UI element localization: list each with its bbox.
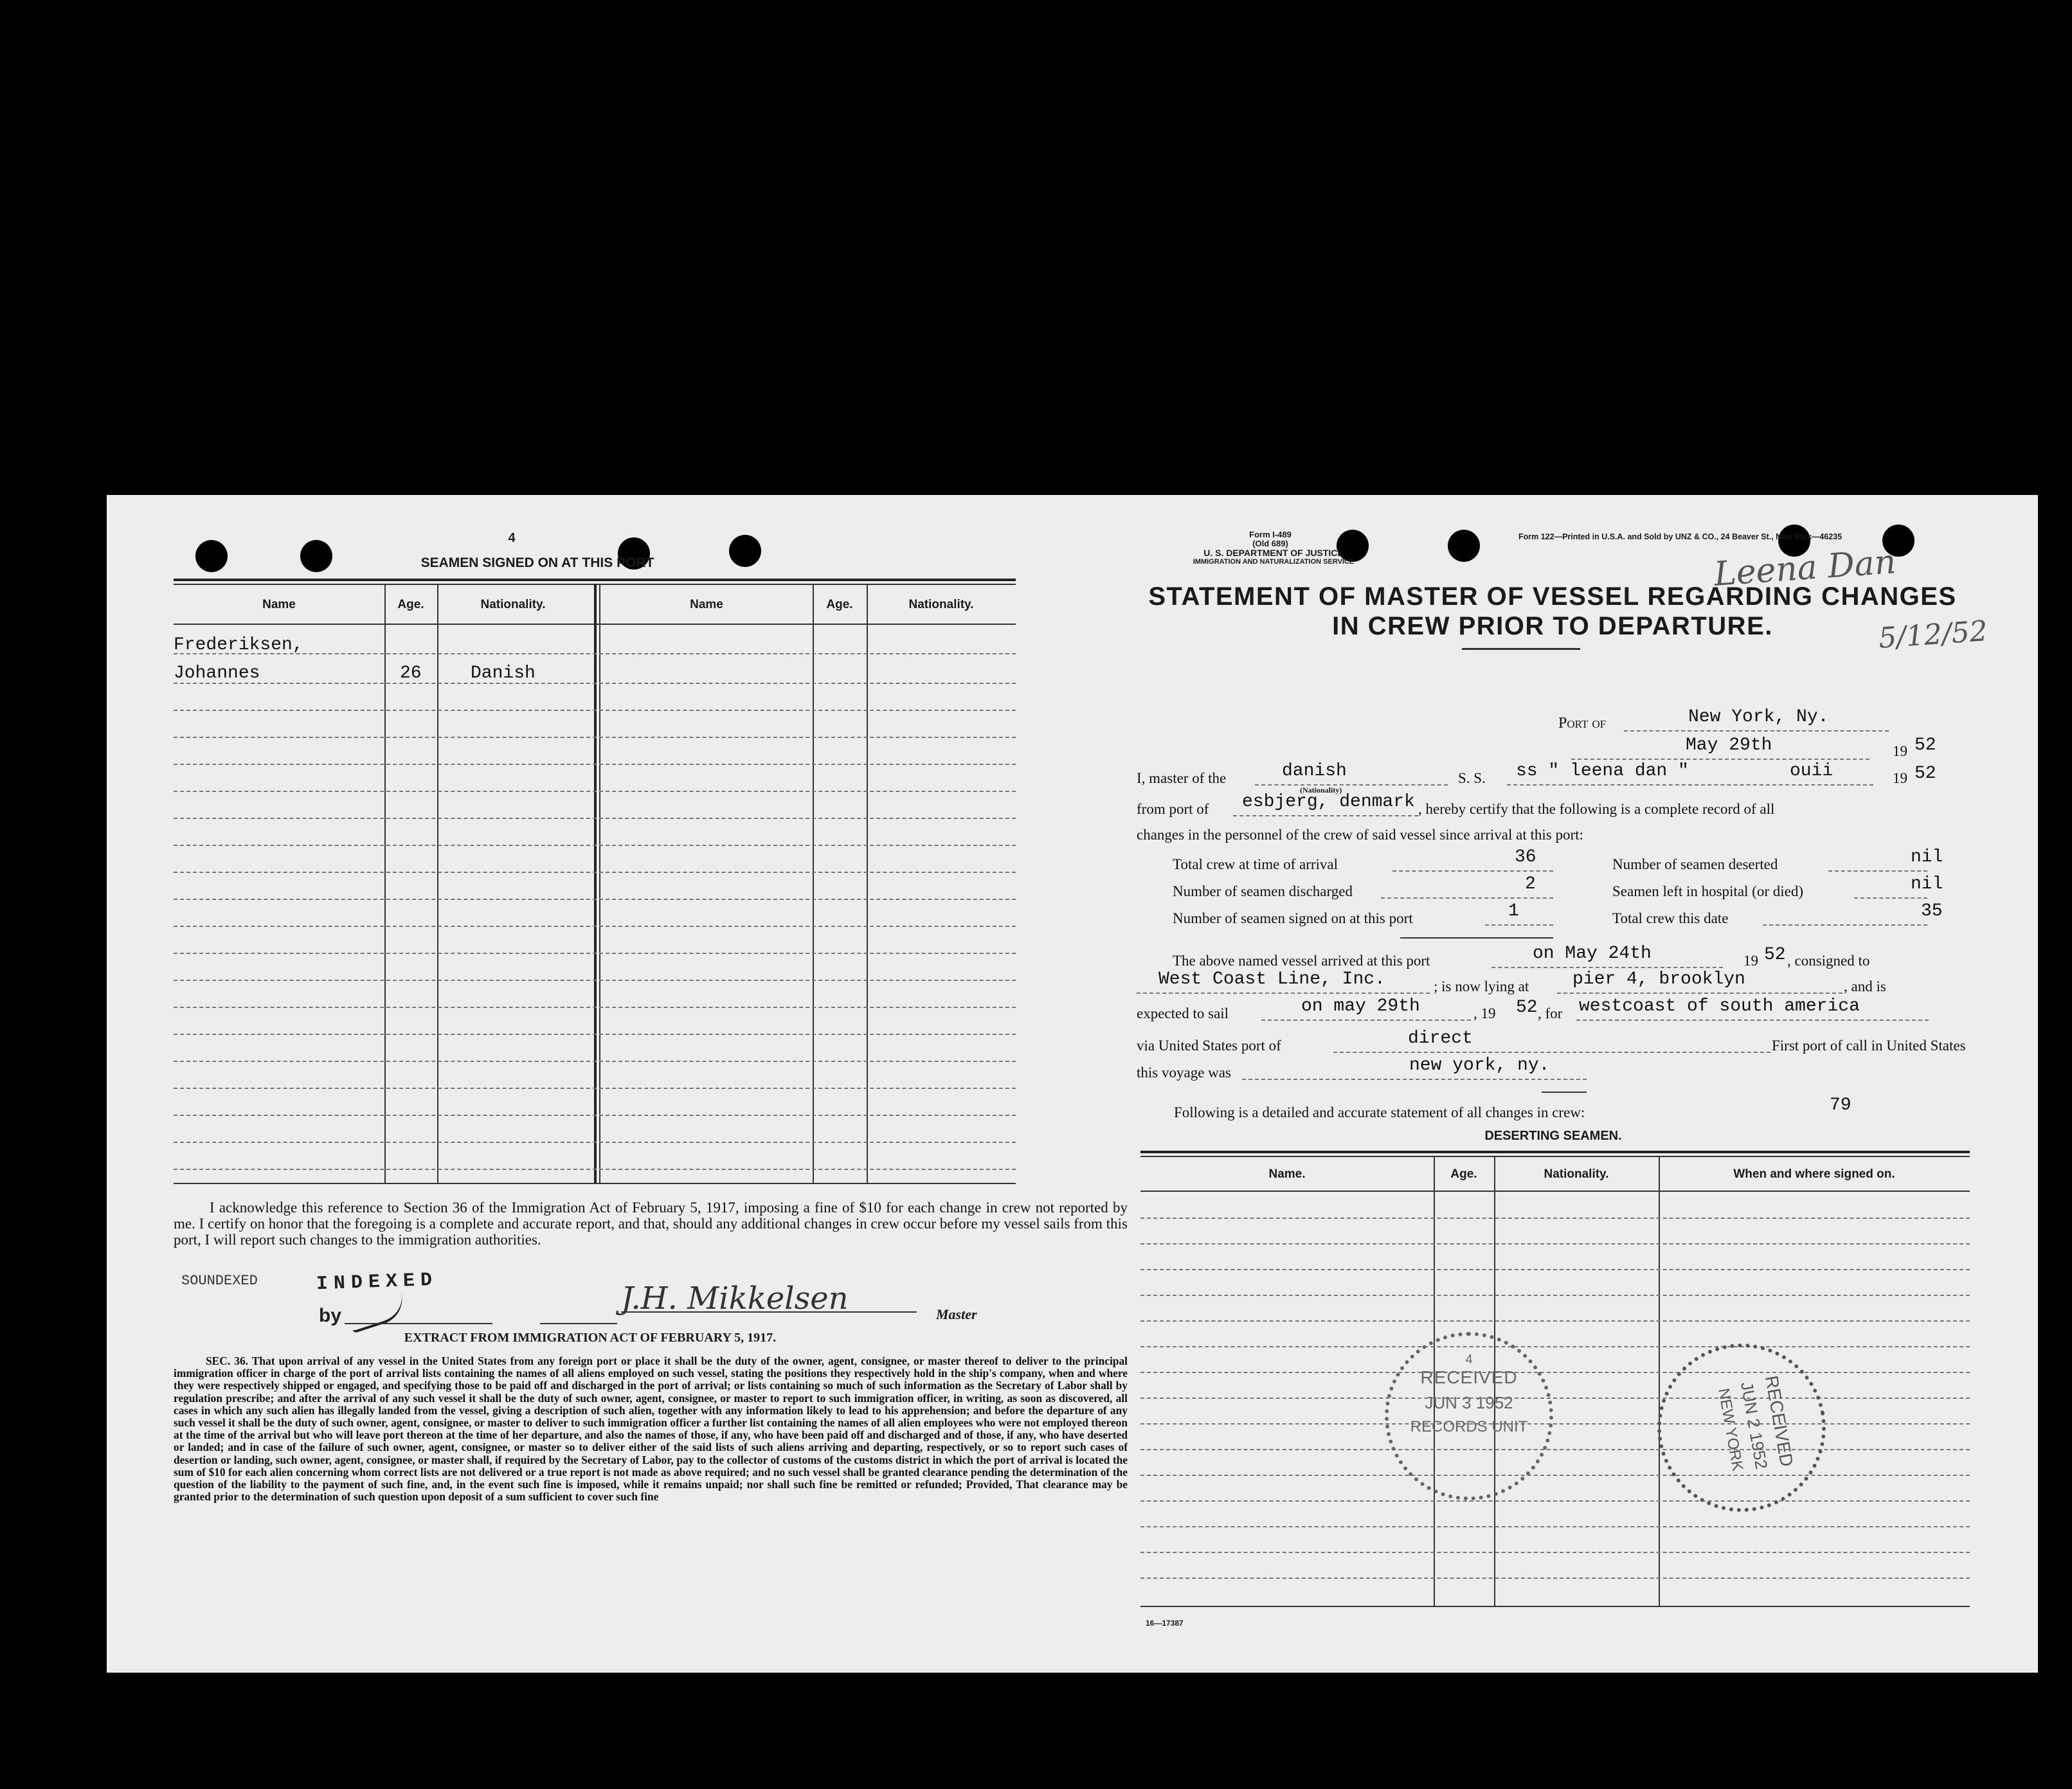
department-name: U. S. DEPARTMENT OF JUSTICE xyxy=(1203,548,1344,558)
date-year-prefix: 19 xyxy=(1893,743,1907,759)
for-label: , for xyxy=(1538,1005,1563,1021)
vessel-extra: ouii xyxy=(1790,761,1833,781)
master-signature: J.H. Mikkelsen xyxy=(621,1281,849,1317)
col-header-name: Name xyxy=(690,598,723,611)
row-line xyxy=(174,1007,1016,1008)
row-line xyxy=(1140,1218,1970,1219)
row-line xyxy=(1140,1269,1970,1270)
consigned-label: , consigned to xyxy=(1787,953,1870,969)
row-line xyxy=(174,953,1016,954)
row-line xyxy=(174,818,1016,819)
arrived-year: 52 xyxy=(1764,945,1786,965)
total-today-value: 35 xyxy=(1921,901,1943,921)
sail-year: 52 xyxy=(1516,998,1538,1018)
form-number: Form I-489 xyxy=(1249,530,1292,539)
row-line xyxy=(174,872,1016,873)
sum-rule xyxy=(1400,937,1553,939)
arrived-label: The above named vessel arrived at this port xyxy=(1173,953,1430,969)
col-header-age: Age. xyxy=(397,598,424,611)
from-port-label: from port of xyxy=(1137,801,1209,817)
signature-line xyxy=(621,1311,917,1313)
row-line xyxy=(174,710,1016,711)
row-line xyxy=(174,737,1016,738)
row-line xyxy=(1140,1500,1970,1502)
indexed-rule xyxy=(345,1323,492,1324)
fill-line xyxy=(1233,815,1418,816)
col-header-name: Name xyxy=(262,598,296,611)
indexed-stamp: INDEXED xyxy=(316,1269,438,1296)
col-header-nationality: Nationality. xyxy=(908,598,974,611)
form-title-line2: IN CREW PRIOR TO DEPARTURE. xyxy=(1332,612,1773,640)
row-line xyxy=(174,683,1016,684)
handwritten-ship-name: Leena Dan xyxy=(1713,543,1898,594)
extract-title: EXTRACT FROM IMMIGRATION ACT OF FEBRUARY 5, 1917. xyxy=(404,1331,777,1345)
signature-rule xyxy=(540,1323,617,1324)
destination-value: westcoast of south america xyxy=(1579,996,1860,1016)
deserted-value: nil xyxy=(1911,847,1943,867)
table-rule xyxy=(1140,1191,1970,1192)
following-label: Following is a detailed and accurate statement of all changes in crew: xyxy=(1174,1104,1585,1120)
stamp-date-text: JUN 2 1952 xyxy=(1737,1380,1772,1471)
section-title: SEAMEN SIGNED ON AT THIS PORT xyxy=(420,555,654,570)
stamp-date-text: JUN 3 1952 xyxy=(1425,1393,1513,1412)
desert-col-age: Age. xyxy=(1450,1167,1477,1181)
fill-line xyxy=(1576,1020,1929,1021)
col-divider xyxy=(384,584,386,1183)
col-divider xyxy=(599,584,600,1183)
desert-col-signed-on: When and where signed on. xyxy=(1733,1167,1895,1181)
printer-line: Form 122—Printed in U.S.A. and Sold by UNZ & CO., 24 Beaver St., New York—46235 xyxy=(1518,532,1842,541)
hospital-value: nil xyxy=(1911,874,1943,894)
document-page xyxy=(107,495,2038,1673)
row-line xyxy=(174,1088,1016,1089)
fill-line xyxy=(1854,897,1927,899)
master-label: Master xyxy=(936,1306,977,1322)
first-call-value: new york, ny. xyxy=(1409,1056,1550,1075)
footer-code: 16—17387 xyxy=(1146,1619,1184,1628)
year-prefix-2: 19 xyxy=(1893,770,1907,786)
section-36-text: SEC. 36. That upon arrival of any vessel in the United States from any foreign port or place it shall be the duty of the owner, agent, consignee, or master thereof to deliver to the principal immigration officer in charge of the port of arrival lists containing the names of all aliens employed on such vessel, stating the positions they respectively hold in the ship's company, when and where they were respectively shipped or engaged, and specifying those to be paid off and discharged in the port of arrival; or lists containing so much of such information as the Secretary of Labor shall by regulation prescribe; and after the arrival of any such vessel it shall be the duty of such owner, agent, consignee, or master to report to such immigration officer, in writing, as soon as discovered, all cases in which any such alien has illegally landed from the vessel, giving a description of such alien, together with any information likely to lead to his apprehension; and before the departure of any such vessel it shall be the duty of such owner, agent, consignee, or master to deliver to such immigration officer a further list containing the names of all alien employees who were not employed thereon at the time of the arrival but who will leave port thereon at the time of her departure, and also the names of those, if any, who have been paid off and discharged and of those, if any, who have deserted or landed; and in case of the failure of such owner, agent, consignee, or master so to deliver either of the said lists of such aliens arriving and departing, respectively, or so to report such cases of desertion or landing, such owner, agent, consignee, or master shall, if required by the Secretary of Labor, pay to the collector of customs of the customs district in which the port of arrival is located the sum of $10 for each alien concerning whom correct lists are not delivered or a true report is not made as above required; and no such vessel shall be granted clearance pending the determination of the question of the liability to the payment of such fine, and, in the event such fine is imposed, while it remains unpaid; nor shall such fine be remitted or refunded; Provided, That clearance may be granted prior to the determination of such question upon deposit of a sum sufficient to cover such fine xyxy=(174,1354,1128,1504)
via-port-value: direct xyxy=(1408,1029,1473,1048)
row-line xyxy=(174,1142,1016,1143)
arrived-year-prefix: 19 xyxy=(1743,953,1758,969)
row-line xyxy=(174,845,1016,846)
row-line xyxy=(174,899,1016,900)
ss-label: S. S. xyxy=(1458,770,1486,786)
fill-line xyxy=(1261,1020,1471,1021)
row-line xyxy=(1140,1346,1970,1347)
fill-line xyxy=(1557,993,1842,994)
punch-hole xyxy=(300,540,332,572)
expected-label: expected to sail xyxy=(1137,1005,1229,1021)
lying-at-label: ; is now lying at xyxy=(1434,978,1529,994)
punch-hole xyxy=(1448,530,1480,562)
fill-line xyxy=(1624,730,1889,732)
row-line xyxy=(174,1115,1016,1116)
fill-line xyxy=(1392,870,1553,872)
lying-at-value: pier 4, brooklyn xyxy=(1572,969,1745,989)
entry-name-line2: Johannes xyxy=(174,663,260,683)
fill-line xyxy=(1255,784,1448,786)
form-old-number: (Old 689) xyxy=(1252,539,1288,548)
signed-on-label: Number of seamen signed on at this port xyxy=(1173,910,1413,926)
table-top-rule xyxy=(174,579,1016,581)
discharged-label: Number of seamen discharged xyxy=(1173,883,1353,899)
punch-hole xyxy=(195,540,228,572)
row-line xyxy=(174,980,1016,981)
short-rule xyxy=(1542,1092,1587,1093)
fill-line xyxy=(1763,924,1927,926)
row-line xyxy=(174,764,1016,765)
row-line xyxy=(174,926,1016,927)
total-crew-arrival-value: 36 xyxy=(1515,847,1536,867)
date-year: 52 xyxy=(1914,735,1936,755)
vessel-name: ss " leena dan " xyxy=(1516,761,1689,781)
col-divider xyxy=(437,584,438,1183)
fill-line xyxy=(1571,759,1869,760)
col-divider xyxy=(1659,1156,1660,1606)
row-line xyxy=(1140,1475,1970,1476)
row-line xyxy=(1140,1372,1970,1373)
table-rule xyxy=(1140,1156,1970,1157)
stamp-received-text: RECEIVED xyxy=(1761,1374,1797,1468)
col-header-nationality: Nationality. xyxy=(480,598,546,611)
deserting-table-top-rule xyxy=(1140,1151,1970,1153)
discharged-value: 2 xyxy=(1525,874,1536,894)
deserting-title: DESERTING SEAMEN. xyxy=(1484,1129,1622,1143)
row-line xyxy=(1140,1320,1970,1322)
punch-hole xyxy=(729,535,761,567)
port-of-label: Port of xyxy=(1558,715,1607,732)
stamp-received-text: RECEIVED xyxy=(1420,1367,1518,1387)
total-today-label: Total crew this date xyxy=(1612,910,1729,926)
row-line xyxy=(1140,1295,1970,1296)
table-bottom-rule xyxy=(1140,1606,1970,1607)
entry-age: 26 xyxy=(400,663,422,683)
row-line xyxy=(1140,1243,1970,1245)
row-line xyxy=(1140,1578,1970,1579)
entry-name-line1: Frederiksen, xyxy=(174,635,303,655)
vessel-year: 52 xyxy=(1914,764,1936,784)
date-value: May 29th xyxy=(1686,735,1772,755)
row-line xyxy=(1140,1552,1970,1553)
vessel-nationality: danish xyxy=(1282,761,1347,781)
entry-nationality: Danish xyxy=(471,663,536,683)
voyage-label: this voyage was xyxy=(1137,1065,1231,1081)
arrived-on-value: on May 24th xyxy=(1533,944,1652,964)
signed-on-value: 1 xyxy=(1508,901,1519,921)
indexed-by-label: by xyxy=(319,1305,342,1326)
stamp-top-number: 4 xyxy=(1465,1353,1473,1367)
row-line xyxy=(1140,1449,1970,1450)
fill-line xyxy=(1242,1079,1587,1080)
first-call-label: First port of call in United States xyxy=(1772,1038,1966,1054)
table-bottom-rule xyxy=(174,1183,1016,1184)
received-stamp-new-york xyxy=(1644,1330,1839,1525)
fill-line xyxy=(1828,870,1927,872)
count-number: 79 xyxy=(1830,1095,1851,1115)
and-is-label: , and is xyxy=(1844,978,1886,994)
col-divider xyxy=(594,584,597,1183)
form-title-line1: STATEMENT OF MASTER OF VESSEL REGARDING CHANGES xyxy=(1148,582,1957,611)
row-line xyxy=(1140,1423,1970,1425)
row-line xyxy=(1140,1398,1970,1399)
col-divider xyxy=(867,584,868,1183)
changes-text: changes in the personnel of the crew of said vessel since arrival at this port: xyxy=(1137,827,1583,843)
received-stamp-records-unit xyxy=(1385,1332,1553,1500)
row-line xyxy=(174,1169,1016,1170)
fill-line xyxy=(1333,1052,1770,1053)
sail-date-value: on may 29th xyxy=(1301,996,1420,1016)
consignee-value: West Coast Line, Inc. xyxy=(1158,969,1385,989)
stamp-unit-text: RECORDS UNIT xyxy=(1410,1418,1528,1435)
hospital-label: Seamen left in hospital (or died) xyxy=(1612,883,1804,899)
service-name: IMMIGRATION AND NATURALIZATION SERVICE xyxy=(1193,558,1355,566)
fill-line xyxy=(1485,924,1553,926)
sail-year-prefix: , 19 xyxy=(1473,1005,1496,1021)
page-number: 4 xyxy=(508,531,516,545)
row-line xyxy=(174,1061,1016,1062)
col-header-age: Age. xyxy=(826,598,853,611)
deserted-label: Number of seamen deserted xyxy=(1612,856,1778,872)
row-line xyxy=(1140,1526,1970,1527)
soundexed-stamp: SOUNDEXED xyxy=(181,1273,258,1289)
via-label: via United States port of xyxy=(1137,1038,1281,1054)
desert-col-name: Name. xyxy=(1268,1167,1306,1181)
col-divider xyxy=(813,584,814,1183)
fill-line xyxy=(1507,784,1873,786)
certify-text: , hereby certify that the following is a complete record of all xyxy=(1418,801,1775,817)
row-line xyxy=(174,1034,1016,1035)
from-port-value: esbjerg, denmark xyxy=(1242,792,1415,812)
fill-line xyxy=(1381,897,1553,899)
handwritten-date: 5/12/52 xyxy=(1877,615,1989,655)
nationality-caption: (Nationality) xyxy=(1300,786,1342,795)
desert-col-nationality: Nationality. xyxy=(1544,1167,1609,1181)
port-of-value: New York, Ny. xyxy=(1688,707,1829,727)
stamp-city-text: NEW YORK xyxy=(1715,1387,1747,1473)
master-of-the-label: I, master of the xyxy=(1137,770,1227,786)
row-line xyxy=(174,791,1016,792)
fill-line xyxy=(1491,967,1723,968)
total-crew-arrival-label: Total crew at time of arrival xyxy=(1173,856,1338,872)
fill-line xyxy=(1137,993,1430,994)
acknowledgment-text: I acknowledge this reference to Section 36 of the Immigration Act of February 5, 1917, imposing a fine of $10 for each change in crew not reported by me. I certify on honor that the foregoing is a complete and accurate report, and that, should any additional changes in crew occur before my vessel sails from this port, I will report such changes to the immigration authorities. xyxy=(174,1200,1128,1248)
title-underline xyxy=(1462,648,1580,650)
